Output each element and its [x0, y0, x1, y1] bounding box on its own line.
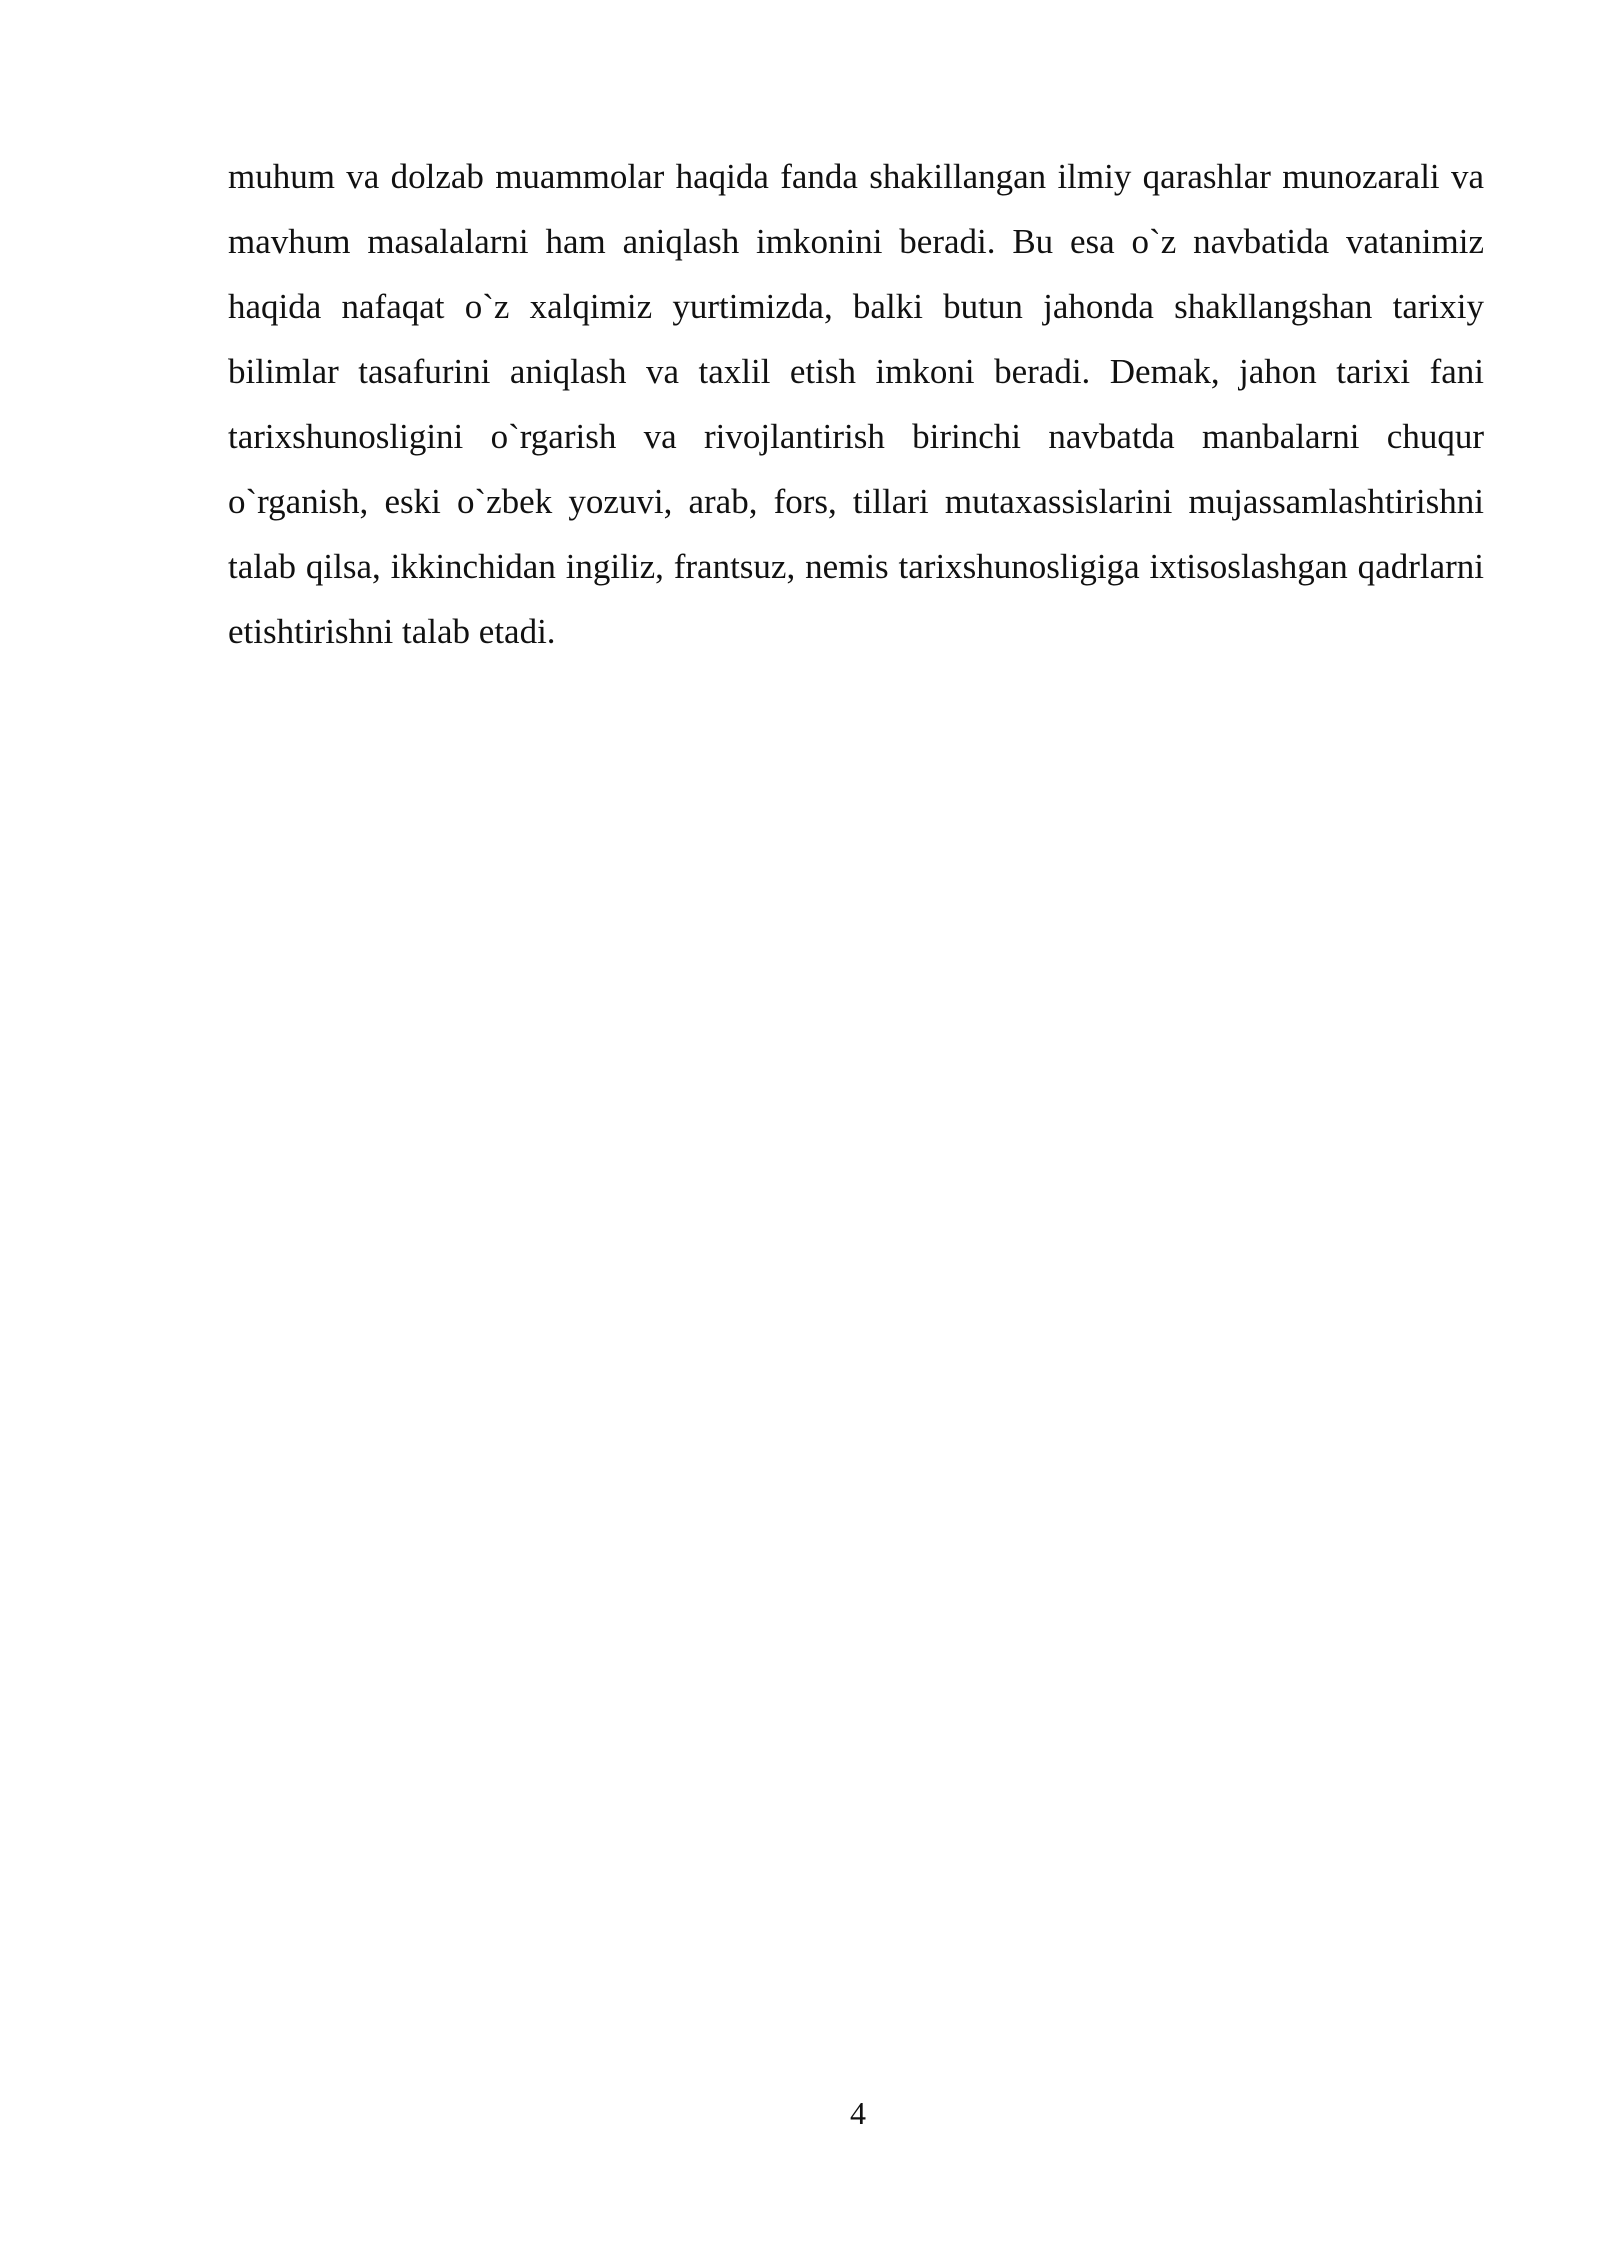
body-paragraph: muhum va dolzab muammolar haqida fanda shakillangan ilmiy qarashlar munozarali va mavhum masalalarni ham aniqlash imkonini beradi. Bu esa o`z navbatida vatanimiz haqida nafaqat o`z xalqimiz yurtimizda, balki butun jahonda shakllangshan tarixiy bilimlar tasafurini aniqlash va taxlil etish imkoni beradi. Demak, jahon tarixi fani tarixshunosligini o`rgarish va rivojlantirish birinchi navbatda manbalarni chuqur o`rganish, eski o`zbek yozuvi, arab, fors, tillari mutaxassislarini mujassamlashtirishni talab qilsa, ikkinchidan ingiliz, frantsuz, nemis tarixshunosligiga ixtisoslashgan qadrlarni etishtirishni talab etadi.	[228, 157, 1484, 651]
page-number: 4	[850, 2095, 866, 2131]
